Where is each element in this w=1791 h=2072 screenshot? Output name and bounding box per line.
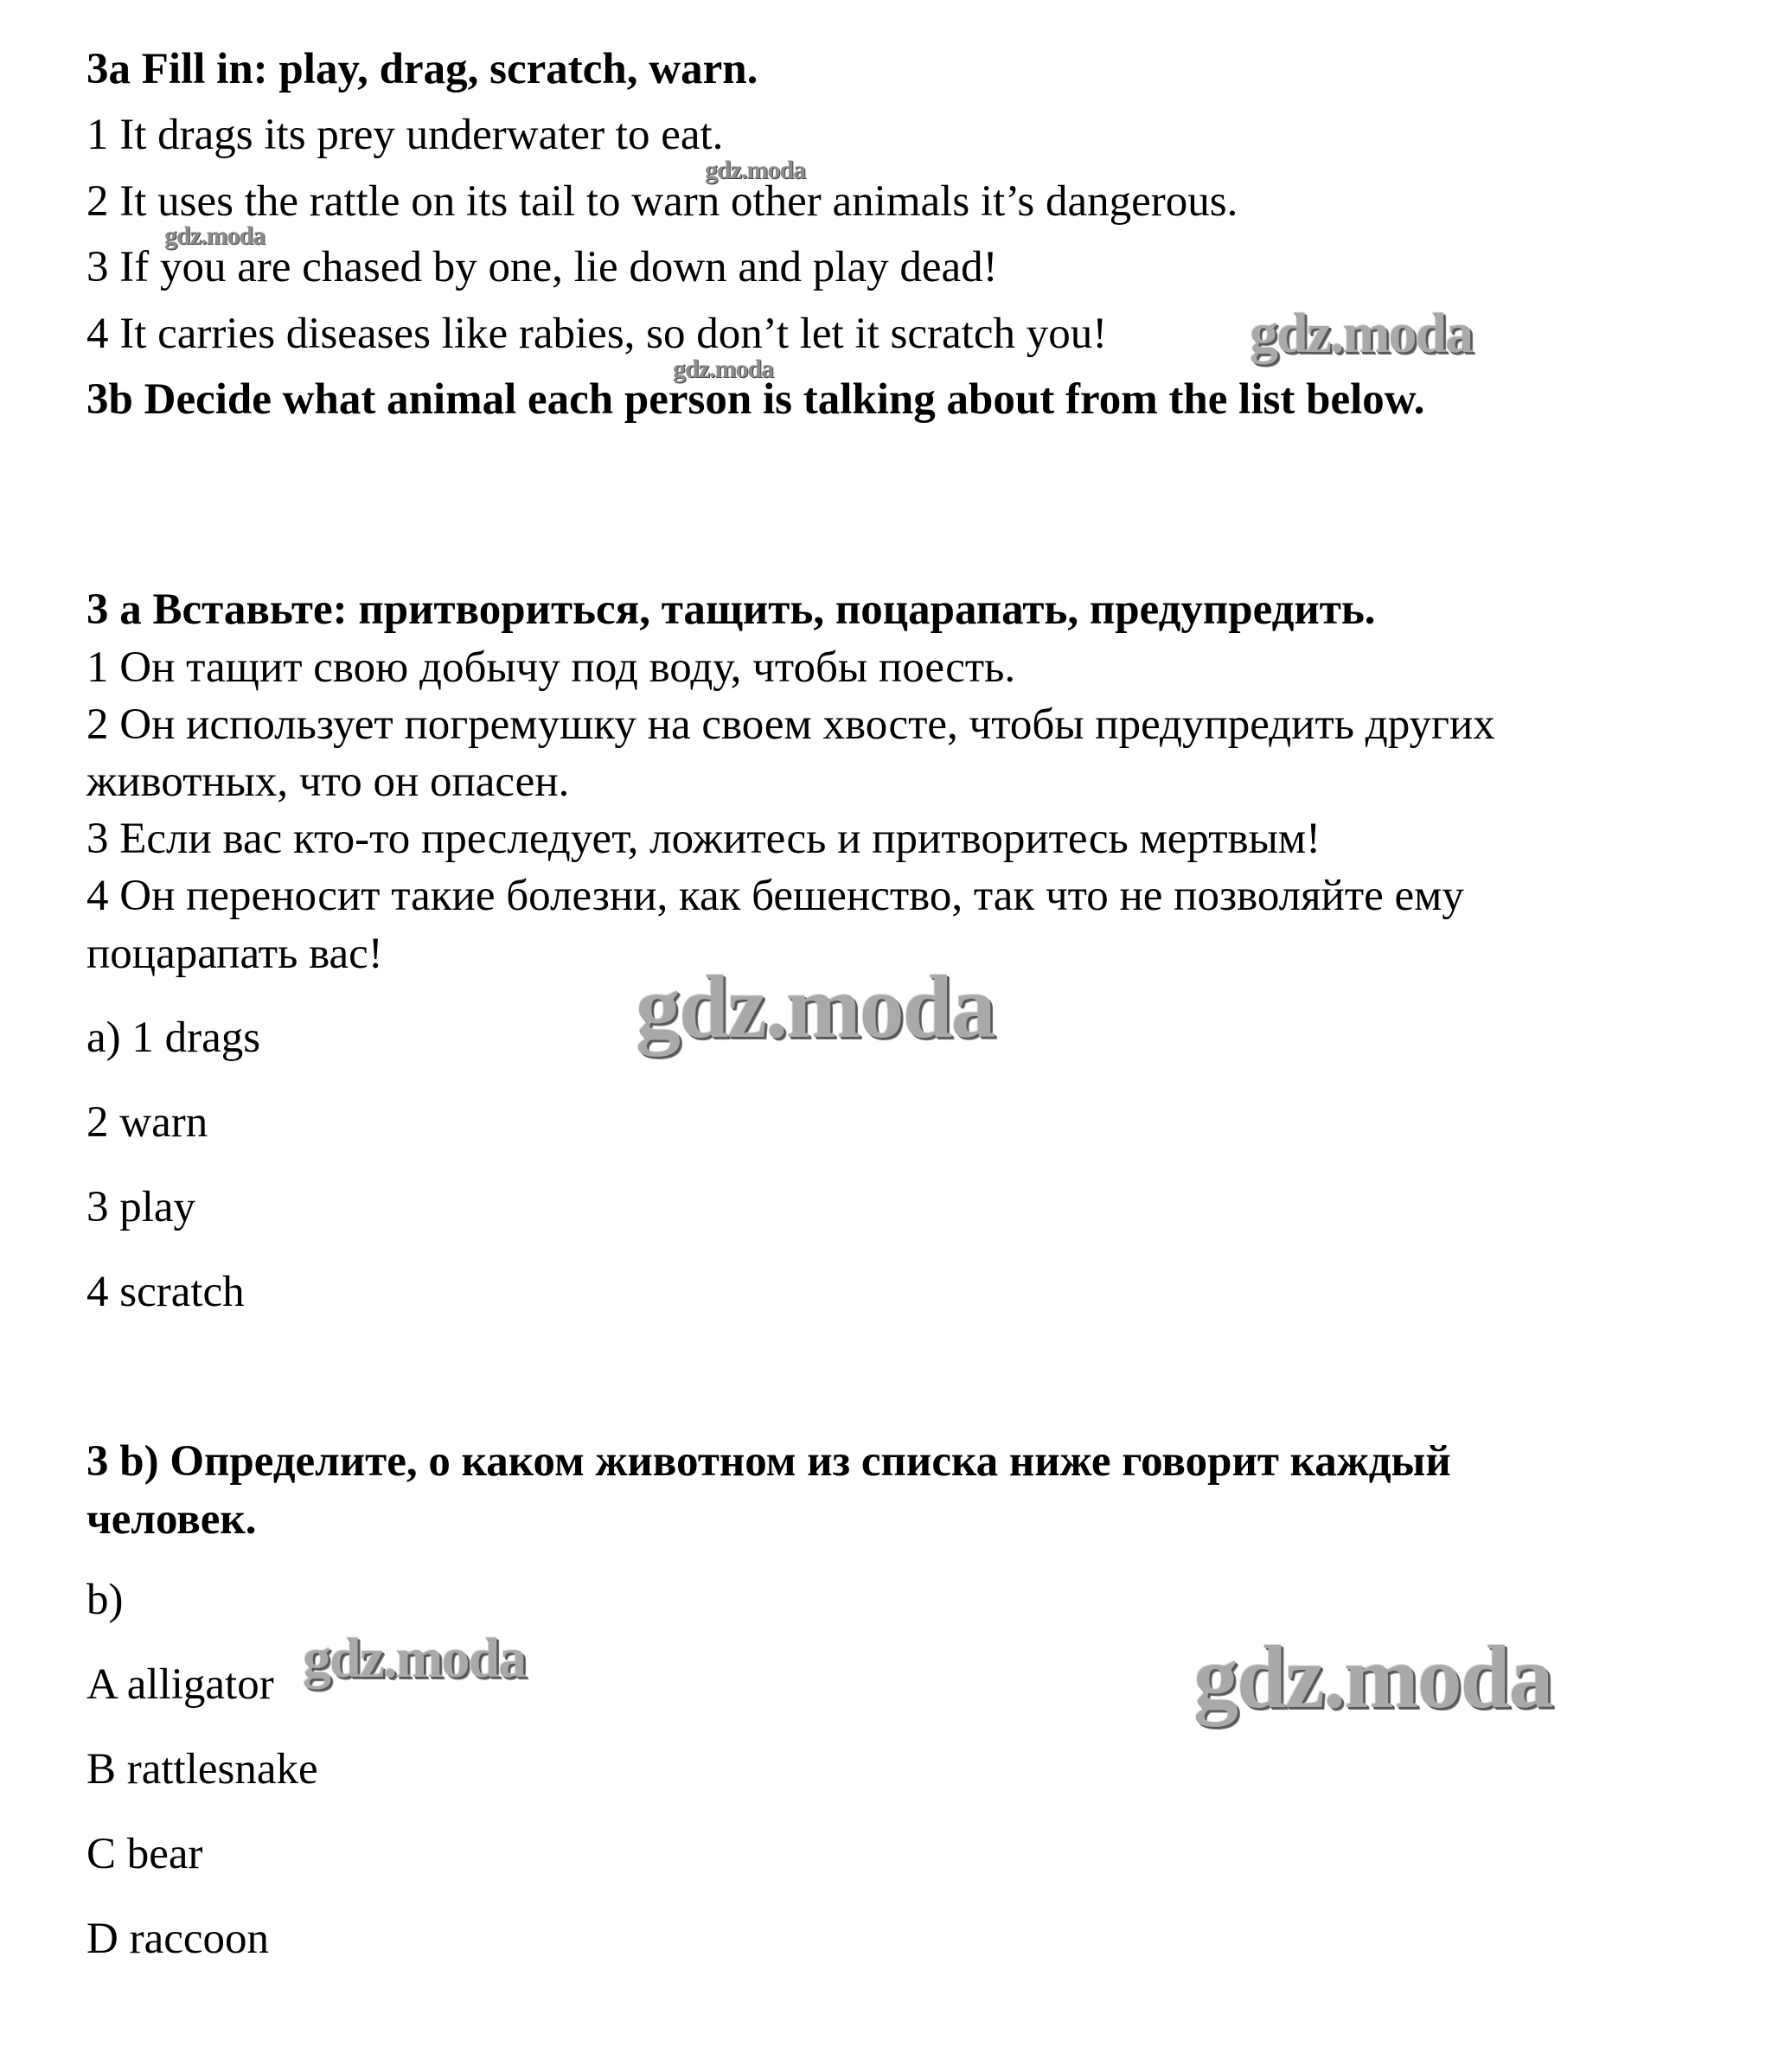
translation-3b-title-line-2: человек.	[86, 1495, 257, 1544]
exercise-3a-item-2: 2 It uses the rattle on its tail to warn other animals it’s dangerous.	[86, 177, 1238, 226]
answer-b-c: C bear	[86, 1830, 203, 1878]
answer-a-1: а) 1 drags	[86, 1014, 261, 1062]
exercise-3a-title: 3a Fill in: play, drag, scratch, warn.	[86, 45, 758, 93]
answer-b-d: D raccoon	[86, 1915, 269, 1963]
watermark: gdz.moda	[1250, 302, 1473, 365]
answer-b-b: B rattlesnake	[86, 1745, 318, 1794]
translation-line-6: поцарапать вас!	[86, 930, 383, 978]
exercise-3a-item-3: 3 If you are chased by one, lie down and play dead!	[86, 243, 998, 291]
translation-line-4: 3 Если вас кто-то преследует, ложитесь и притворитесь мертвым!	[86, 815, 1321, 863]
watermark: gdz.moda	[164, 221, 265, 250]
answer-a-3: 3 play	[86, 1183, 196, 1231]
watermark: gdz.moda	[673, 355, 774, 383]
translation-line-3: животных, что он опасен.	[86, 758, 570, 806]
translation-line-1: 1 Он тащит свою добычу под воду, чтобы поесть.	[86, 643, 1016, 692]
translation-line-2: 2 Он использует погремушку на своем хвосте, чтобы предупредить других	[86, 700, 1495, 749]
exercise-3b-title: 3b Decide what animal each person is talking about from the list below.	[86, 375, 1425, 424]
answer-b-label: b)	[86, 1576, 124, 1624]
exercise-3a-item-1: 1 It drags its prey underwater to eat.	[86, 111, 724, 159]
watermark: gdz.moda	[1193, 1628, 1552, 1727]
answer-a-2: 2 warn	[86, 1098, 208, 1147]
watermark: gdz.moda	[636, 957, 995, 1057]
translation-3b-title-line-1: 3 b) Определите, о каком животном из списка ниже говорит каждый	[86, 1437, 1451, 1486]
exercise-3a-item-4: 4 It carries diseases like rabies, so don’t let it scratch you!	[86, 310, 1108, 358]
translation-3a-title: 3 а Вставьте: притвориться, тащить, поцарапать, предупредить.	[86, 585, 1376, 634]
answer-a-4: 4 scratch	[86, 1268, 245, 1316]
translation-line-5: 4 Он переносит такие болезни, как бешенство, так что не позволяйте ему	[86, 872, 1464, 920]
watermark: gdz.moda	[705, 156, 806, 184]
answer-b-a: A alligator	[86, 1660, 274, 1709]
watermark: gdz.moda	[303, 1627, 526, 1690]
